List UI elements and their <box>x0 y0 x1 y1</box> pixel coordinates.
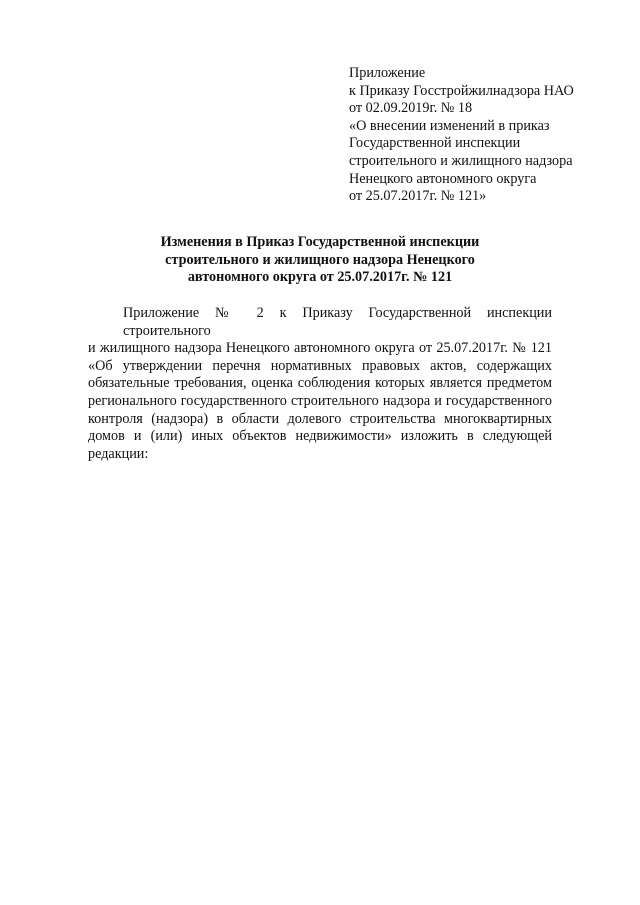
body-line: Приложение № 2 к Приказу Государственной инспекции строительного <box>123 305 552 339</box>
appendix-line: «О внесении изменений в приказ <box>349 117 550 134</box>
appendix-header <box>349 65 609 206</box>
body-line: редакции: <box>88 445 149 462</box>
appendix-line: строительного и жилищного надзора <box>349 152 573 169</box>
appendix-line: к Приказу Госстройжилнадзора НАО <box>349 82 574 99</box>
body-line: регионального государственного строительного надзора и государственного <box>88 392 552 409</box>
title-line: Изменения в Приказ Государственной инспекции <box>160 234 480 250</box>
title-line: автономного округа от 25.07.2017г. № 121 <box>187 269 453 286</box>
document-title <box>96 234 544 287</box>
appendix-line: Государственной инспекции <box>349 135 521 152</box>
appendix-line: Ненецкого автономного округа <box>349 170 537 187</box>
body-line: и жилищного надзора Ненецкого автономного округа от 25.07.2017г. № 121 <box>88 340 552 357</box>
body-line: домов и (или) иных объектов недвижимости» изложить в следующей <box>88 428 552 445</box>
body-line: обязательные требования, оценка соблюдения которых является предметом <box>88 375 552 392</box>
body-line: «Об утверждении перечня нормативных правовых актов, содержащих <box>88 357 552 374</box>
body-line: контроля (надзора) в области долевого строительства многоквартирных <box>88 410 552 427</box>
appendix-line: от 02.09.2019г. № 18 <box>349 100 473 117</box>
appendix-line: от 25.07.2017г. № 121» <box>349 188 487 205</box>
appendix-line: Приложение <box>349 65 426 81</box>
body-paragraph <box>88 305 552 463</box>
title-line: строительного и жилищного надзора Ненецкого <box>165 251 475 268</box>
